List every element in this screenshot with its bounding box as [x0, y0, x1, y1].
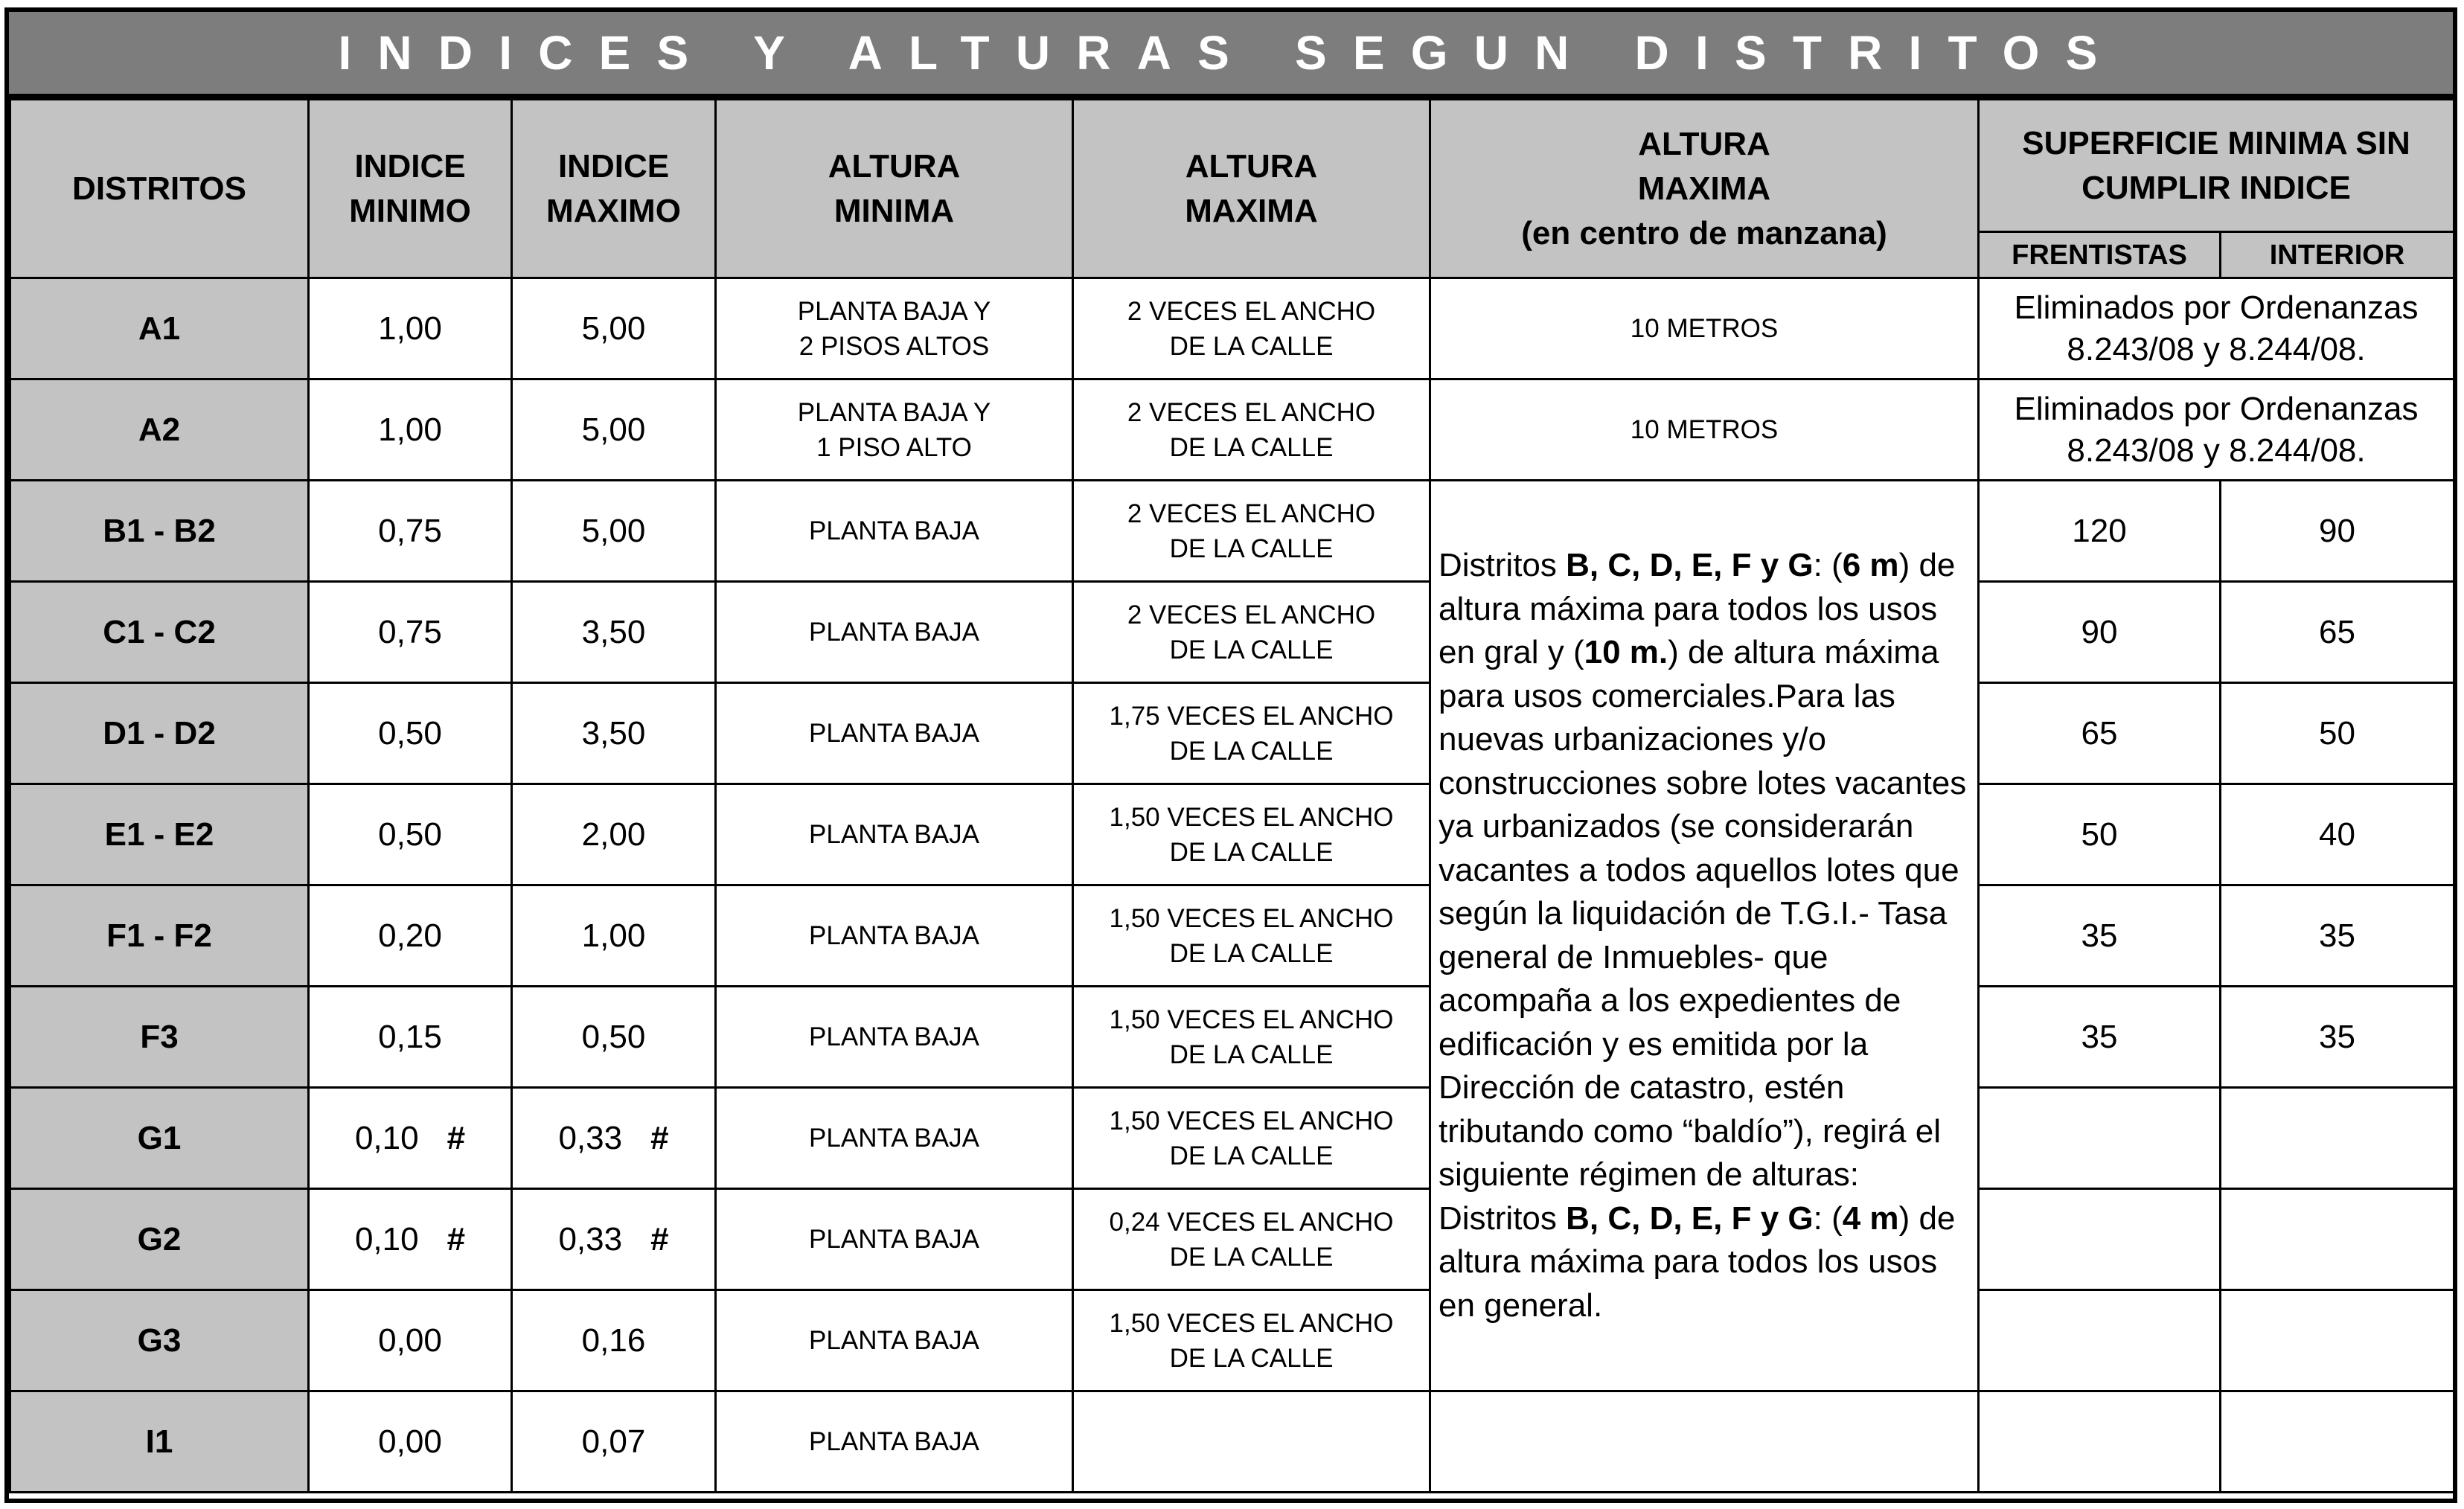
header-indice-minimo: INDICE MINIMO — [309, 100, 512, 278]
cell-altura-maxima: 1,50 VECES EL ANCHO DE LA CALLE — [1073, 1290, 1430, 1391]
table-row — [10, 784, 2454, 885]
cell-interior — [2221, 1391, 2454, 1493]
cell-interior — [2221, 1189, 2454, 1290]
cell-indice-maximo: 0,33 # — [512, 1189, 716, 1290]
cell-altura-centro-nota: Distritos B, C, D, E, F y G: (6 m) de altura máxima para todos los usos en gral y (10 m.) de altura máxima para usos comerciales.Para las nuevas urbanizaciones y/o construcciones sobre lotes vacantes ya urbanizados (se considerarán vacantes a todos aquellos lotes que según la liquidación de T.G.I.- Tasa general de Inmuebles- que acompaña a los expedientes de edificación y es emitida por la Dirección de catastro, estén tributando como “baldío”), regirá el siguiente régimen de alturas: Distritos B, C, D, E, F y G: (4 m) de altura máxima para todos los usos en general. — [1430, 481, 1979, 1391]
cell-altura-minima: PLANTA BAJA Y 2 PISOS ALTOS — [716, 278, 1073, 379]
cell-altura-maxima: 2 VECES EL ANCHO DE LA CALLE — [1073, 379, 1430, 481]
cell-frentistas: 120 — [1979, 481, 2221, 582]
table-row — [10, 987, 2454, 1088]
cell-indice-minimo: 0,10 # — [309, 1189, 512, 1290]
cell-frentistas: 50 — [1979, 784, 2221, 885]
cell-indice-maximo: 0,33 # — [512, 1088, 716, 1189]
cell-altura-maxima: 2 VECES EL ANCHO DE LA CALLE — [1073, 582, 1430, 683]
cell-altura-maxima: 2 VECES EL ANCHO DE LA CALLE — [1073, 481, 1430, 582]
cell-interior: 35 — [2221, 885, 2454, 987]
cell-altura-minima: PLANTA BAJA — [716, 1391, 1073, 1493]
note-mark: # — [447, 1119, 466, 1156]
cell-indice-maximo: 3,50 — [512, 683, 716, 784]
cell-indice-minimo: 0,50 — [309, 784, 512, 885]
cell-indice-maximo: 5,00 — [512, 481, 716, 582]
cell-altura-centro — [1430, 1391, 1979, 1493]
cell-distrito: G3 — [10, 1290, 309, 1391]
cell-indice-maximo: 0,50 — [512, 987, 716, 1088]
cell-altura-maxima: 0,24 VECES EL ANCHO DE LA CALLE — [1073, 1189, 1430, 1290]
cell-altura-minima: PLANTA BAJA — [716, 784, 1073, 885]
header-superficie: SUPERFICIE MINIMA SIN CUMPLIR INDICE — [1979, 100, 2454, 232]
cell-altura-minima: PLANTA BAJA — [716, 1290, 1073, 1391]
cell-altura-centro: 10 METROS — [1430, 278, 1979, 379]
cell-frentistas: 90 — [1979, 582, 2221, 683]
cell-altura-minima: PLANTA BAJA — [716, 885, 1073, 987]
cell-superficie-eliminada: Eliminados por Ordenanzas 8.243/08 y 8.244/08. — [1979, 379, 2454, 481]
cell-altura-minima: PLANTA BAJA — [716, 987, 1073, 1088]
cell-indice-minimo: 0,75 — [309, 582, 512, 683]
table-row — [10, 582, 2454, 683]
table-row — [10, 1391, 2454, 1493]
table-row — [10, 885, 2454, 987]
cell-altura-maxima: 1,75 VECES EL ANCHO DE LA CALLE — [1073, 683, 1430, 784]
note-mark: # — [650, 1220, 669, 1258]
table-row — [10, 1088, 2454, 1189]
cell-distrito: A1 — [10, 278, 309, 379]
header-frentistas: FRENTISTAS — [1979, 232, 2221, 278]
cell-distrito: C1 - C2 — [10, 582, 309, 683]
table-row — [10, 379, 2454, 481]
cell-interior: 65 — [2221, 582, 2454, 683]
cell-altura-maxima — [1073, 1391, 1430, 1493]
cell-interior — [2221, 1088, 2454, 1189]
cell-altura-minima: PLANTA BAJA — [716, 683, 1073, 784]
header-distritos: DISTRITOS — [10, 100, 309, 278]
cell-indice-minimo: 0,20 — [309, 885, 512, 987]
cell-altura-minima: PLANTA BAJA — [716, 1189, 1073, 1290]
table-row — [10, 1290, 2454, 1391]
cell-indice-minimo: 0,75 — [309, 481, 512, 582]
cell-frentistas: 35 — [1979, 987, 2221, 1088]
cell-altura-centro: 10 METROS — [1430, 379, 1979, 481]
cell-indice-minimo: 0,10 # — [309, 1088, 512, 1189]
cell-frentistas: 65 — [1979, 683, 2221, 784]
cell-indice-maximo: 2,00 — [512, 784, 716, 885]
cell-indice-maximo: 5,00 — [512, 278, 716, 379]
cell-indice-minimo: 0,00 — [309, 1391, 512, 1493]
cell-superficie-eliminada: Eliminados por Ordenanzas 8.243/08 y 8.244/08. — [1979, 278, 2454, 379]
note-mark: # — [447, 1220, 466, 1258]
cell-interior: 90 — [2221, 481, 2454, 582]
cell-interior: 35 — [2221, 987, 2454, 1088]
header-altura-maxima: ALTURA MAXIMA — [1073, 100, 1430, 278]
cell-indice-maximo: 1,00 — [512, 885, 716, 987]
cell-frentistas — [1979, 1189, 2221, 1290]
cell-distrito: F1 - F2 — [10, 885, 309, 987]
zoning-table-sheet — [4, 7, 2457, 1503]
cell-altura-minima: PLANTA BAJA Y 1 PISO ALTO — [716, 379, 1073, 481]
cell-altura-maxima: 1,50 VECES EL ANCHO DE LA CALLE — [1073, 987, 1430, 1088]
cell-distrito: I1 — [10, 1391, 309, 1493]
table-title: INDICES Y ALTURAS SEGUN DISTRITOS — [9, 12, 2453, 98]
cell-altura-maxima: 1,50 VECES EL ANCHO DE LA CALLE — [1073, 784, 1430, 885]
cell-indice-minimo: 0,50 — [309, 683, 512, 784]
header-altura-minima: ALTURA MINIMA — [716, 100, 1073, 278]
cell-altura-maxima: 1,50 VECES EL ANCHO DE LA CALLE — [1073, 885, 1430, 987]
note-mark: # — [650, 1119, 669, 1156]
cell-indice-maximo: 0,07 — [512, 1391, 716, 1493]
cell-frentistas — [1979, 1290, 2221, 1391]
cell-frentistas: 35 — [1979, 885, 2221, 987]
table-header — [10, 100, 2454, 278]
cell-frentistas — [1979, 1391, 2221, 1493]
cell-distrito: B1 - B2 — [10, 481, 309, 582]
cell-indice-minimo: 1,00 — [309, 278, 512, 379]
table-row — [10, 278, 2454, 379]
cell-interior — [2221, 1290, 2454, 1391]
cell-indice-minimo: 1,00 — [309, 379, 512, 481]
header-interior: INTERIOR — [2221, 232, 2454, 278]
header-altura-maxima-centro: ALTURA MAXIMA (en centro de manzana) — [1430, 100, 1979, 278]
cell-distrito: E1 - E2 — [10, 784, 309, 885]
cell-distrito: G1 — [10, 1088, 309, 1189]
cell-distrito: G2 — [10, 1189, 309, 1290]
table-body — [10, 278, 2454, 1493]
cell-indice-maximo: 5,00 — [512, 379, 716, 481]
cell-altura-minima: PLANTA BAJA — [716, 1088, 1073, 1189]
cell-distrito: A2 — [10, 379, 309, 481]
table-row — [10, 1189, 2454, 1290]
table-row — [10, 683, 2454, 784]
cell-altura-minima: PLANTA BAJA — [716, 481, 1073, 582]
zoning-table — [9, 98, 2455, 1493]
cell-distrito: F3 — [10, 987, 309, 1088]
cell-interior: 40 — [2221, 784, 2454, 885]
cell-indice-maximo: 3,50 — [512, 582, 716, 683]
cell-distrito: D1 - D2 — [10, 683, 309, 784]
cell-interior: 50 — [2221, 683, 2454, 784]
table-row — [10, 481, 2454, 582]
cell-altura-maxima: 2 VECES EL ANCHO DE LA CALLE — [1073, 278, 1430, 379]
cell-indice-minimo: 0,15 — [309, 987, 512, 1088]
cell-indice-maximo: 0,16 — [512, 1290, 716, 1391]
header-indice-maximo: INDICE MAXIMO — [512, 100, 716, 278]
cell-altura-maxima: 1,50 VECES EL ANCHO DE LA CALLE — [1073, 1088, 1430, 1189]
cell-indice-minimo: 0,00 — [309, 1290, 512, 1391]
cell-altura-minima: PLANTA BAJA — [716, 582, 1073, 683]
cell-frentistas — [1979, 1088, 2221, 1189]
